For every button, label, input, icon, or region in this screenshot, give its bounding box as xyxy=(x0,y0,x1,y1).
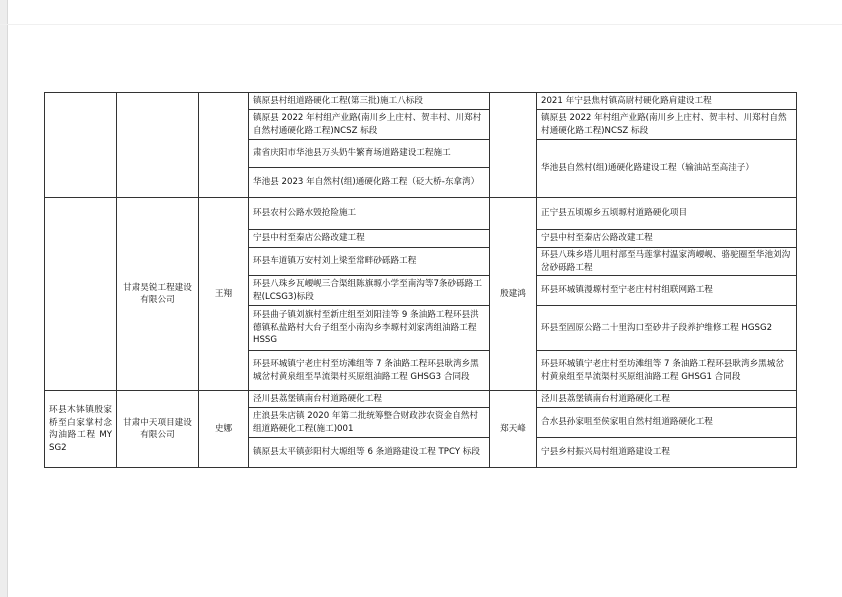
right-project-cell: 2021 年宁县焦村镇高尉村硬化路肩建设工程 xyxy=(537,93,797,110)
section-cell xyxy=(45,93,117,198)
manager-cell: 史娜 xyxy=(199,391,249,468)
person-cell: 殷建鸿 xyxy=(490,198,537,391)
left-project-cell: 环县农村公路水毁抢险施工 xyxy=(249,198,490,230)
right-project-cell: 环县环城镇漫塬村至宁老庄村村组联网路工程 xyxy=(537,276,797,306)
person-cell: 郑天峰 xyxy=(490,391,537,468)
left-project-cell: 泾川县荔堡镇南台村道路硬化工程 xyxy=(249,391,490,408)
left-project-cell: 镇原县村组道路硬化工程(第三批)施工八标段 xyxy=(249,93,490,110)
manager-cell xyxy=(199,93,249,198)
company-cell xyxy=(117,93,199,198)
left-project-cell: 宁县中村至秦店公路改建工程 xyxy=(249,230,490,248)
section-cell xyxy=(45,198,117,391)
left-project-cell: 环县环城镇宁老庄村至坊滩组等 7 条油路工程环县耿湾乡黑城岔村黄泉组至旱流渠村买原组油路工程 GHSG3 合同段 xyxy=(249,351,490,391)
manager-cell: 王翔 xyxy=(199,198,249,391)
left-project-cell: 环县曲子镇刘旗村至新庄组至刘阳洼等 9 条油路工程环县洪德镇私盐路村大台子组至小南沟乡李塬村刘家湾组油路工程 HSSG xyxy=(249,306,490,351)
bid-comparison-table xyxy=(44,92,797,468)
left-project-cell: 镇原县 2022 年村组产业路(南川乡上庄村、贺丰村、川郑村自然村通硬化路工程)NCSZ 标段 xyxy=(249,110,490,140)
person-cell xyxy=(490,93,537,198)
page-edge xyxy=(0,0,8,597)
section-cell: 环县木钵镇殷家桥至白家掌村念沟油路工程 MYSG2 xyxy=(45,391,117,468)
right-project-cell: 华池县自然村(组)通硬化路建设工程（输油站至高洼子） xyxy=(537,140,797,198)
left-project-cell: 肃省庆阳市华池县万头奶牛繁育场道路建设工程施工 xyxy=(249,140,490,168)
left-project-cell: 环县八珠乡瓦崾岘三合渠组陈旗塬小学至南沟等7条砂砾路工程(LCSG3)标段 xyxy=(249,276,490,306)
left-project-cell: 镇原县太平镇彭阳村大塬组等 6 条道路建设工程 TPCY 标段 xyxy=(249,438,490,468)
right-project-cell: 泾川县荔堡镇南台村道路硬化工程 xyxy=(537,391,797,408)
company-cell: 甘肃昊锐工程建设有限公司 xyxy=(117,198,199,391)
left-project-cell: 庄浪县朱店镇 2020 年第二批统筹整合财政涉农资金自然村组道路硬化工程(施工)001 xyxy=(249,408,490,438)
left-project-cell: 环县车道镇万安村刘上梁至常畔砂砾路工程 xyxy=(249,248,490,276)
right-project-cell: 镇原县 2022 年村组产业路(南川乡上庄村、贺丰村、川郑村自然村通硬化路工程)NCSZ 标段 xyxy=(537,110,797,140)
right-project-cell: 正宁县五顷塬乡五顷塬村道路硬化项目 xyxy=(537,198,797,230)
right-project-cell: 宁县乡村振兴局村组道路建设工程 xyxy=(537,438,797,468)
right-project-cell: 环县至固原公路二十里沟口至砂井子段养护维修工程 HGSG2 xyxy=(537,306,797,351)
right-project-cell: 环县环城镇宁老庄村至坊滩组等 7 条油路工程环县耿湾乡黑城岔村黄泉组至旱流渠村买原组油路工程 GHSG1 合同段 xyxy=(537,351,797,391)
right-project-cell: 合水县孙家咀至侯家咀自然村组道路硬化工程 xyxy=(537,408,797,438)
company-cell: 甘肃中天项目建设有限公司 xyxy=(117,391,199,468)
right-project-cell: 宁县中村至秦店公路改建工程 xyxy=(537,230,797,248)
right-project-cell: 环县八珠乡塔儿咀村部至马莲掌村温家湾崾岘、骆驼圈至华池刘沟岔砂砾路工程 xyxy=(537,248,797,276)
scan-line xyxy=(0,24,842,25)
left-project-cell: 华池县 2023 年自然村(组)通硬化路工程（砭大桥-东拿湾） xyxy=(249,168,490,198)
